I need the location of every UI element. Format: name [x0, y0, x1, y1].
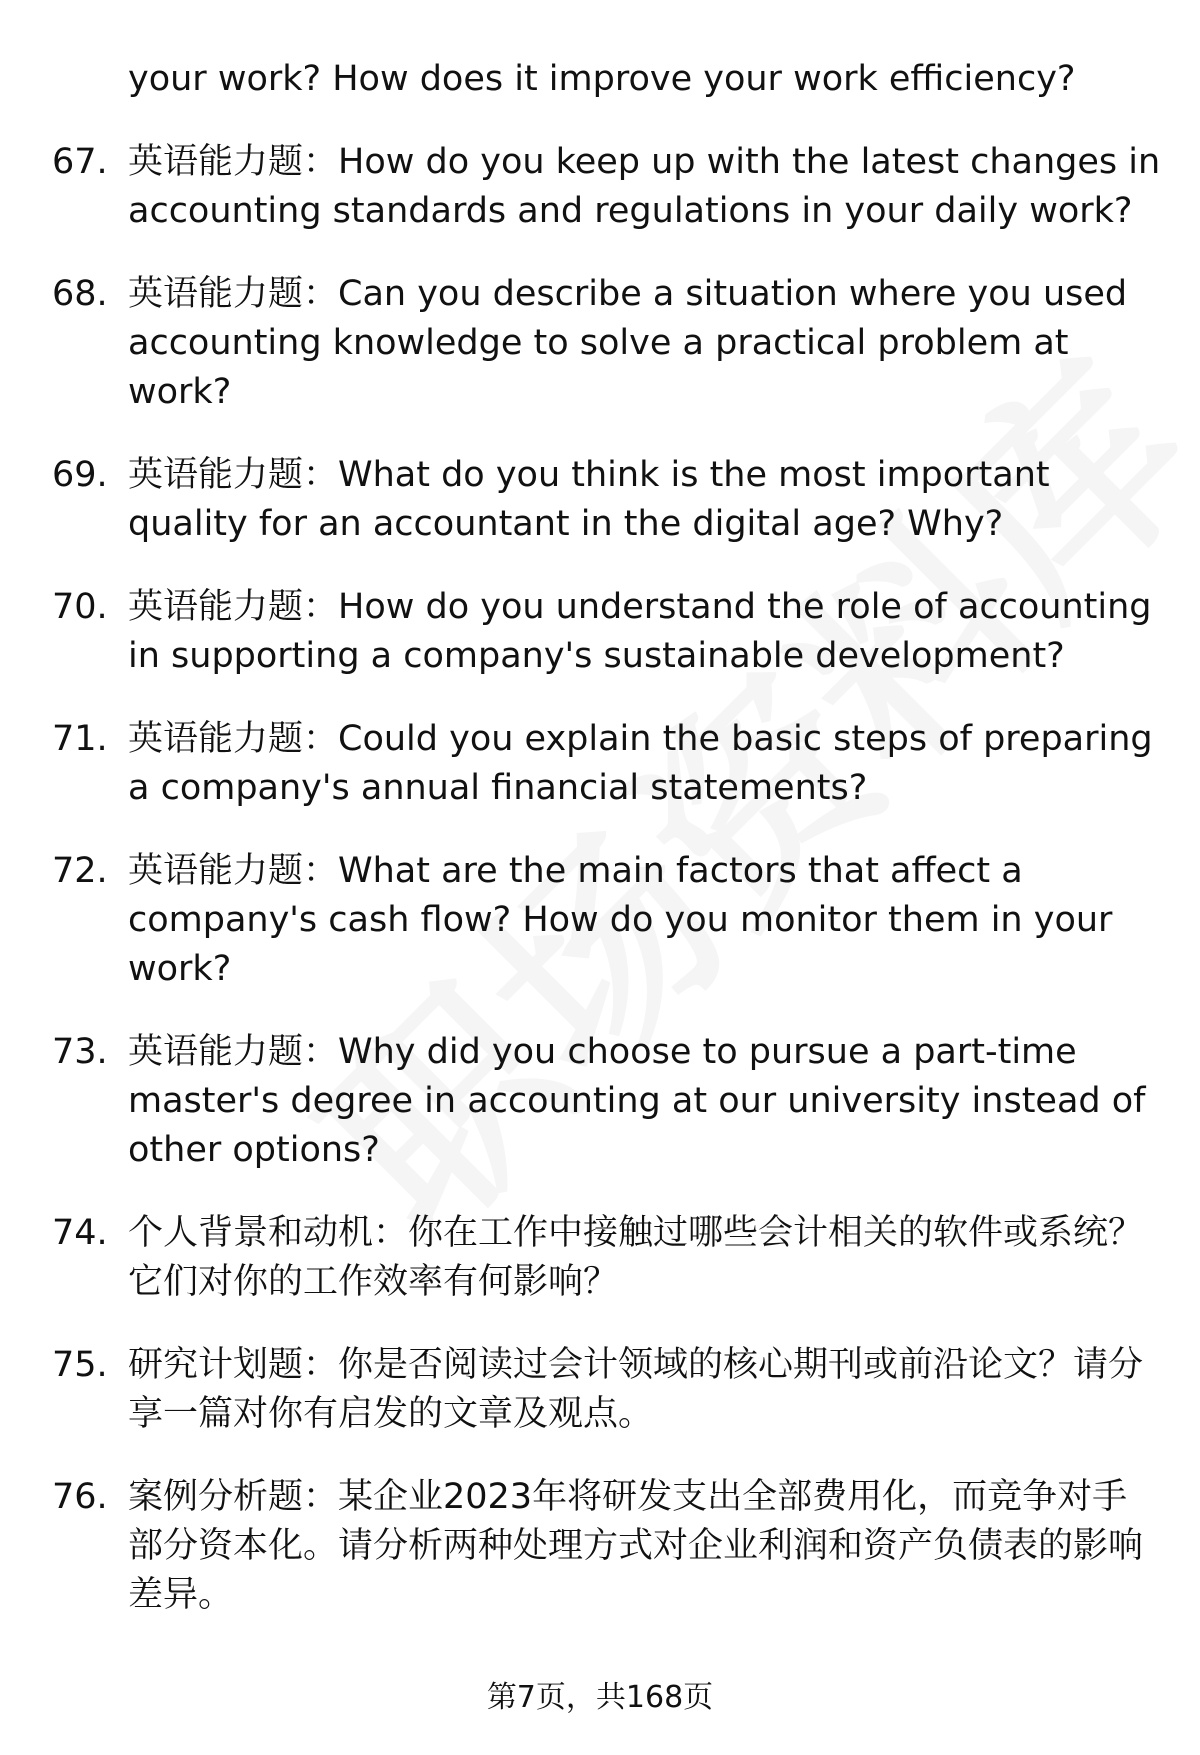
question-text: 英语能力题：Can you describe a situation where you used accounting knowledge to solve a practical problem at work?: [128, 274, 1128, 412]
question-number: 69.: [52, 455, 108, 495]
question-text: 英语能力题：Could you explain the basic steps of preparing a company's annual financial statements?: [128, 719, 1153, 808]
question-text: 个人背景和动机：你在工作中接触过哪些会计相关的软件或系统？它们对你的工作效率有何影响？: [128, 1213, 1144, 1302]
question-text: 英语能力题：What do you think is the most important quality for an accountant in the digital age? Why?: [128, 455, 1050, 544]
question-item: [52, 715, 1162, 813]
question-number: 70.: [52, 587, 108, 627]
question-number: 68.: [52, 274, 108, 314]
question-number: 74.: [52, 1213, 108, 1253]
question-item: [52, 1028, 1162, 1175]
question-item: [52, 451, 1162, 549]
question-text: 英语能力题：Why did you choose to pursue a part-time master's degree in accounting at our university instead of other options?: [128, 1032, 1146, 1170]
question-number: 67.: [52, 142, 108, 182]
continued-question-text: your work? How does it improve your work efficiency?: [128, 59, 1076, 99]
question-number: 75.: [52, 1345, 108, 1385]
question-item: [52, 1209, 1162, 1307]
question-text: 英语能力题：How do you understand the role of accounting in supporting a company's sustainable development?: [128, 587, 1152, 676]
question-number: 71.: [52, 719, 108, 759]
question-item: [52, 138, 1162, 236]
question-text: 英语能力题：What are the main factors that affect a company's cash flow? How do you monitor them in your work?: [128, 851, 1113, 989]
question-number: 73.: [52, 1032, 108, 1072]
question-text: 案例分析题：某企业2023年将研发支出全部费用化，而竞争对手部分资本化。请分析两种处理方式对企业利润和资产负债表的影响差异。: [128, 1477, 1144, 1615]
question-item: [52, 1473, 1162, 1620]
question-item: [52, 270, 1162, 417]
question-text: 研究计划题：你是否阅读过会计领域的核心期刊或前沿论文？请分享一篇对你有启发的文章及观点。: [128, 1345, 1144, 1434]
question-item: [52, 583, 1162, 681]
question-number: 72.: [52, 851, 108, 891]
question-text: 英语能力题：How do you keep up with the latest changes in accounting standards and regulations in your daily work?: [128, 142, 1161, 231]
question-list: [52, 55, 1162, 1654]
question-item: [52, 847, 1162, 994]
question-item: [52, 1341, 1162, 1439]
question-number: 76.: [52, 1477, 108, 1517]
page-footer: 第7页，共168页: [486, 1680, 714, 1715]
